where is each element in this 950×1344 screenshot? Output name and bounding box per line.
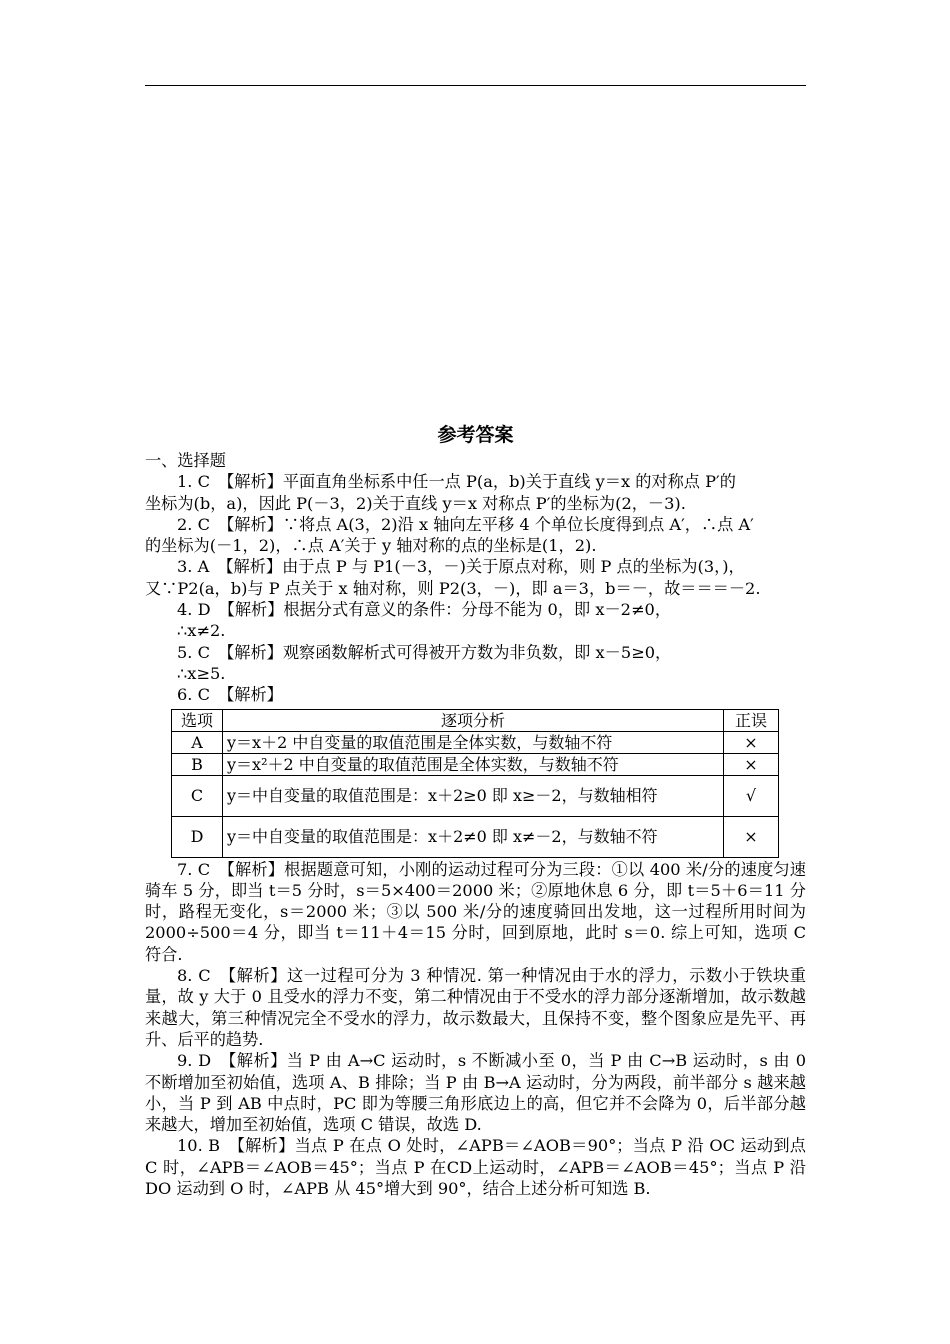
answer-4-line-2: ∴x≠2. bbox=[177, 621, 226, 641]
table-cell-analysis: y＝中自变量的取值范围是：x＋2≠0 即 x≠－2，与数轴不符 bbox=[223, 816, 724, 857]
analysis-table bbox=[171, 709, 779, 858]
answer-1-line-1: 1. C 【解析】平面直角坐标系中任一点 P(a，b)关于直线 y＝x 的对称点 P′的 bbox=[177, 472, 736, 492]
answer-5-line-1: 5. C 【解析】观察函数解析式可得被开方数为非负数，即 x－5≥0， bbox=[177, 642, 672, 662]
answer-9: 9. D 【解析】当 P 由 A→C 运动时，s 不断减小至 0，当 P 由 C→B 运动时，s 由 0 不断增加至初始值，选项 A、B 排除；当 P 由 B→A 运动时，分为两段，前半部分 s 越来越小，当 P 到 AB 中点时，PC 即为等腰三角形底边上的高，但它并不会降为 0，后半部分越来越大，增加至初始值，选项 C 错误，故选 D. bbox=[145, 1051, 806, 1135]
answer-6: 6. C 【解析】 bbox=[177, 685, 283, 705]
table-cell-option: C bbox=[172, 775, 223, 816]
table-header-result: 正误 bbox=[724, 709, 779, 731]
table-row bbox=[172, 816, 779, 857]
table-cell-result: √ bbox=[724, 775, 779, 816]
table-cell-analysis: y＝x²＋2 中自变量的取值范围是全体实数，与数轴不符 bbox=[223, 753, 724, 775]
table-cell-analysis: y＝x＋2 中自变量的取值范围是全体实数，与数轴不符 bbox=[223, 731, 724, 753]
header-rule bbox=[145, 85, 806, 86]
table-header-row bbox=[172, 709, 779, 731]
answer-10: 10. B 【解析】当点 P 在点 O 处时，∠APB＝∠AOB＝90°；当点 P 沿 OC 运动到点 C 时，∠APB＝∠AOB＝45°；当点 P 在CD上运动时，∠APB＝∠AOB＝45°；当点 P 沿 DO 运动到 O 时，∠APB 从 45°增大到 90°，结合上述分析可知选 B. bbox=[145, 1136, 806, 1199]
table-header-option: 选项 bbox=[172, 709, 223, 731]
answer-7: 7. C 【解析】根据题意可知，小刚的运动过程可分为三段：①以 400 米/分的速度匀速骑车 5 分，即当 t＝5 分时，s＝5×400＝2000 米；②原地休息 6 分，即 t＝5＋6＝11 分时，路程无变化，s＝2000 米；③以 500 米/分的速度骑回出发地，这一过程所用时间为 2000÷500＝4 分，即当 t＝11＋4＝15 分时，回到原地，此时 s＝0. 综上可知，选项 C 符合. bbox=[145, 859, 806, 964]
table-cell-result: × bbox=[724, 731, 779, 753]
answer-3-line-2: 又∵P2(a，b)与 P 点关于 x 轴对称，则 P2(3，－)，即 a＝3，b＝－，故＝＝＝－2. bbox=[145, 578, 761, 598]
page-title: 参考答案 bbox=[437, 424, 514, 446]
table-cell-option: A bbox=[172, 731, 223, 753]
answer-1-line-2: 坐标为(b，a)，因此 P(－3，2)关于直线 y＝x 对称点 P′的坐标为(2，－3). bbox=[145, 493, 686, 513]
table-cell-option: B bbox=[172, 753, 223, 775]
answer-content bbox=[145, 422, 806, 1199]
answer-2-line-1: 2. C 【解析】∵将点 A(3，2)沿 x 轴向左平移 4 个单位长度得到点 A′，∴点 A′ bbox=[177, 514, 754, 534]
table-cell-result: × bbox=[724, 816, 779, 857]
answer-3-line-1: 3. A 【解析】由于点 P 与 P1(－3，－)关于原点对称，则 P 点的坐标为(3，)， bbox=[177, 557, 745, 577]
table-cell-option: D bbox=[172, 816, 223, 857]
table-header-analysis: 逐项分析 bbox=[223, 709, 724, 731]
table-row bbox=[172, 731, 779, 753]
section-heading: 一、选择题 bbox=[145, 451, 226, 470]
answer-4-line-1: 4. D 【解析】根据分式有意义的条件：分母不能为 0，即 x－2≠0， bbox=[177, 600, 672, 620]
table-cell-result: × bbox=[724, 753, 779, 775]
table-row bbox=[172, 775, 779, 816]
answer-8: 8. C 【解析】这一过程可分为 3 种情况. 第一种情况由于水的浮力，示数小于铁块重量，故 y 大于 0 且受水的浮力不变，第二种情况由于不受水的浮力部分逐渐增加，故示数越来越大，第三种情况完全不受水的浮力，故示数最大，且保持不变，整个图象应是先平、再升、后平的趋势. bbox=[145, 966, 806, 1049]
table-row bbox=[172, 753, 779, 775]
answer-2-line-2: 的坐标为(－1，2)，∴点 A′关于 y 轴对称的点的坐标是(1，2). bbox=[145, 536, 597, 556]
answer-5-line-2: ∴x≥5. bbox=[177, 663, 226, 683]
table-cell-analysis: y＝中自变量的取值范围是：x＋2≥0 即 x≥－2，与数轴相符 bbox=[223, 775, 724, 816]
